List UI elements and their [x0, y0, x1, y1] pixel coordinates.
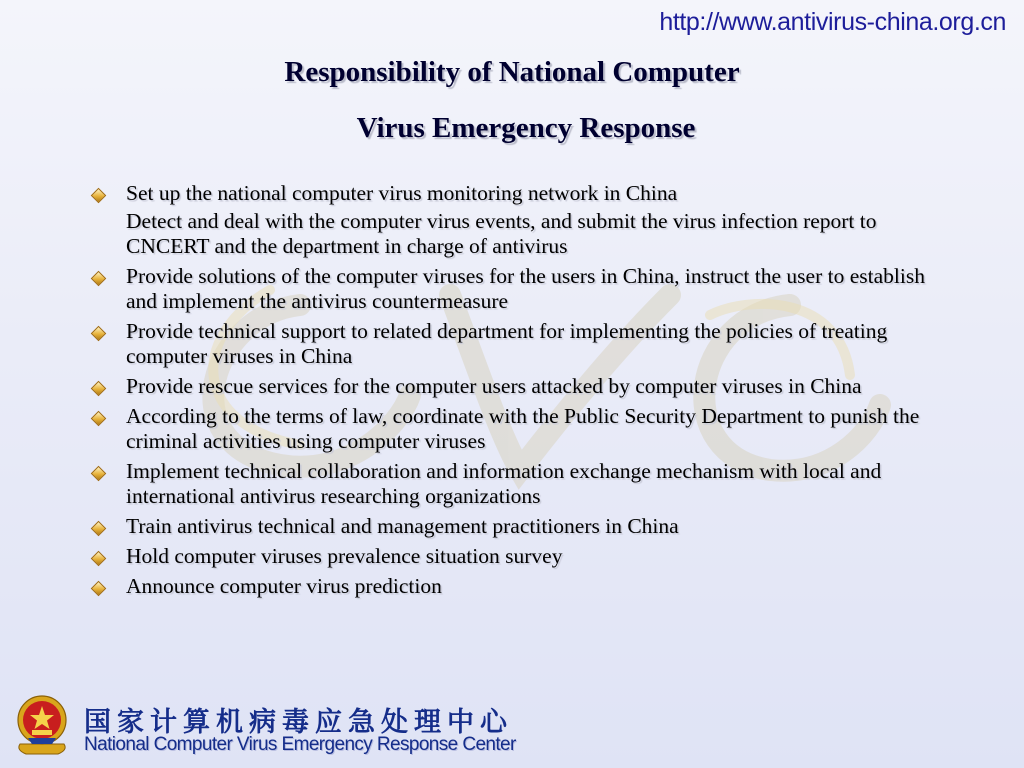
list-item-text: Provide technical support to related department for implementing the policies of treating computer viruses in China	[126, 319, 888, 368]
list-item	[90, 574, 940, 599]
list-item	[90, 209, 940, 259]
list-item-text: Announce computer virus prediction	[126, 574, 442, 598]
diamond-bullet-icon	[91, 271, 107, 287]
diamond-bullet-icon	[91, 411, 107, 427]
list-item-text: Provide solutions of the computer viruses for the users in China, instruct the user to establish and implement the antivirus countermeasure	[126, 264, 925, 313]
police-emblem-icon	[12, 692, 72, 758]
diamond-bullet-icon	[91, 381, 107, 397]
list-item	[90, 404, 940, 454]
diamond-bullet-icon	[91, 188, 107, 204]
diamond-bullet-icon	[91, 466, 107, 482]
list-item	[90, 319, 940, 369]
list-item	[90, 544, 940, 569]
list-item-text: Detect and deal with the computer virus events, and submit the virus infection report to CNCERT and the department in charge of antivirus	[126, 209, 877, 258]
list-item-text: Provide rescue services for the computer users attacked by computer viruses in China	[126, 374, 862, 398]
diamond-bullet-icon	[91, 326, 107, 342]
list-item	[90, 459, 940, 509]
responsibility-list	[90, 181, 940, 604]
website-url: http://www.antivirus-china.org.cn	[659, 8, 1006, 36]
page-title-line-1: Responsibility of National Computer	[284, 56, 740, 88]
list-item	[90, 264, 940, 314]
list-item-text: Set up the national computer virus monitoring network in China	[126, 181, 678, 205]
list-item	[90, 374, 940, 399]
list-item-text: Hold computer viruses prevalence situation survey	[126, 544, 563, 568]
list-item-text: According to the terms of law, coordinate with the Public Security Department to punish the criminal activities using computer viruses	[126, 404, 920, 453]
diamond-bullet-icon	[91, 521, 107, 537]
org-name-chinese: 国家计算机病毒应急处理中心	[84, 707, 513, 738]
diamond-bullet-icon	[91, 551, 107, 567]
diamond-bullet-icon	[91, 581, 107, 597]
page-title-line-2: Virus Emergency Response	[356, 112, 696, 144]
list-item	[90, 514, 940, 539]
list-item-text: Implement technical collaboration and information exchange mechanism with local and international antivirus researching organizations	[126, 459, 882, 508]
list-item-text: Train antivirus technical and management practitioners in China	[126, 514, 679, 538]
list-item	[90, 181, 940, 206]
org-name-english: National Computer Virus Emergency Response Center	[84, 734, 516, 755]
